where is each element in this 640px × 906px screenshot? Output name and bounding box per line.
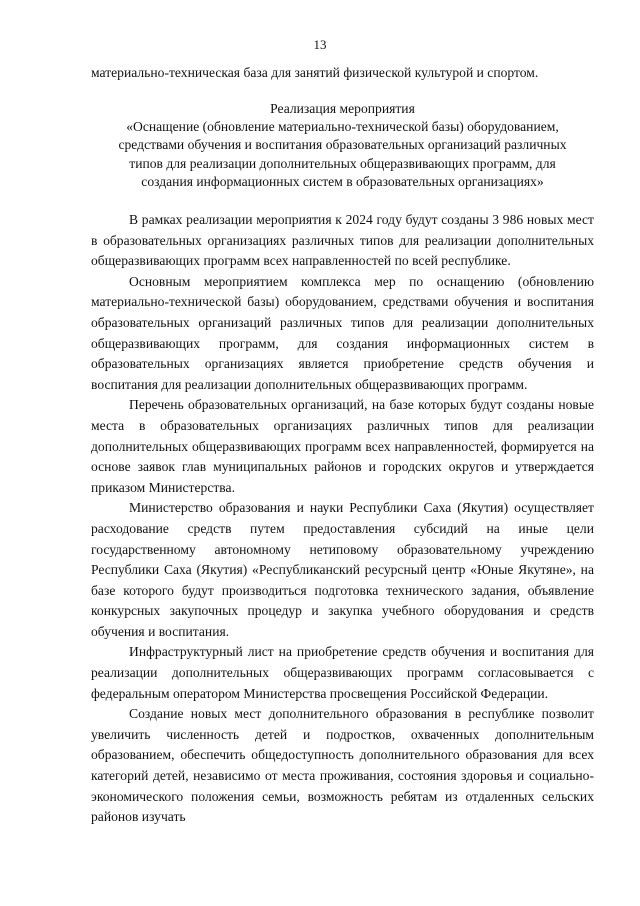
page-number: 13 (313, 37, 327, 52)
body-paragraphs (91, 210, 594, 828)
heading-line: создания информационных систем в образовательных организациях» (141, 173, 544, 189)
heading-line: «Оснащение (обновление материально-технической базы) оборудованием, (126, 119, 559, 135)
paragraph: Инфраструктурный лист на приобретение средств обучения и воспитания для реализации дополнительных общеразвивающих программ согласовывается с федеральным оператором Министерства просвещения Российской Федерации. (91, 644, 594, 701)
paragraph: Создание новых мест дополнительного образования в республике позволит увеличить численность детей и подростков, охваченных дополнительным образованием, обеспечить общедоступность дополнительного образования для всех категорий детей, независимо от места проживания, состояния здоровья и социально-экономического положения семьи, возможность ребятам из отдаленных сельских районов изучать (91, 706, 594, 825)
heading-line: типов для реализации дополнительных общеразвивающих программ, для (129, 155, 556, 171)
heading-line: Реализация мероприятия (270, 101, 415, 116)
heading-line: средствами обучения и воспитания образовательных организаций различных (118, 137, 567, 153)
paragraph: Перечень образовательных организаций, на базе которых будут созданы новые места в образовательных организациях различных типов для реализации дополнительных общеразвивающих программ всех направленностей, формируется на основе заявок глав муниципальных районов и городских округов и утверждается приказом Министерства. (91, 397, 594, 495)
section-heading (91, 100, 594, 191)
paragraph: Основным мероприятием комплекса мер по оснащению (обновлению материально-технической базы) оборудованием, средствами обучения и воспитания образовательных организаций различных типов для реализации дополнительных общеразвивающих программ, для создания информационных систем в образовательных организациях является приобретение средств обучения и воспитания для реализации дополнительных общеразвивающих программ. (91, 273, 594, 392)
continuation-line: материально-техническая база для занятий физической культурой и спортом. (91, 65, 539, 80)
paragraph: В рамках реализации мероприятия к 2024 году будут созданы 3 986 новых мест в образовательных организациях различных типов для реализации дополнительных общеразвивающих программ всех направленностей по всей республике. (91, 212, 594, 269)
paragraph: Министерство образования и науки Республики Саха (Якутия) осуществляет расходование средств путем предоставления субсидий на иные цели государственному автономному нетиповому образовательному учреждению Республики Саха (Якутия) «Республиканский ресурсный центр «Юные Якутяне», на базе которого будут производиться подготовка технического задания, объявление конкурсных закупочных процедур и закупка учебного оборудования и средств обучения и воспитания. (91, 500, 594, 639)
